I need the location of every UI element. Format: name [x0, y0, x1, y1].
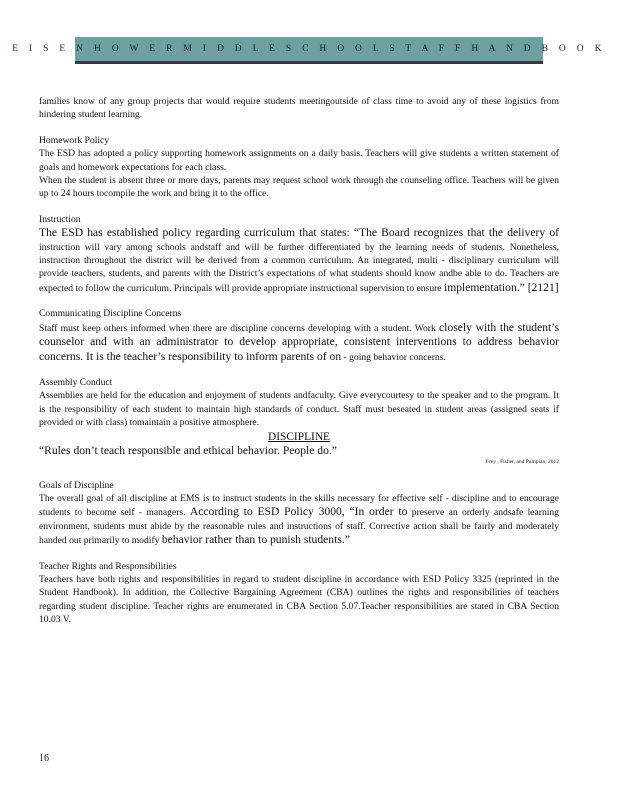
communicating-paragraph — [39, 321, 559, 364]
instruction-paragraph — [39, 226, 559, 295]
handbook-title: E I S E N H O W E R M I D D L E S C H O O L S T A F F H A N D B O O K — [12, 44, 606, 54]
intro-paragraph: families know of any group projects that would require students meetingoutside of class time to avoid any of these logistics from hindering student learning. — [39, 96, 559, 121]
goals-start: The overall goal of all discipline at EMS is to instruct students in the skills necessary for effective self - discipline and to encourage students to become self - managers. — [39, 492, 559, 519]
communicating-start: Staff must keep others informed when there are discipline concerns developing with a student. Work — [39, 322, 436, 334]
discipline-quote: “Rules don’t teach responsible and ethical behavior. People do.” — [39, 443, 337, 457]
goals-big-2: behavior rather than to punish students.” — [161, 533, 350, 547]
homework-paragraph-1: The ESD has adopted a policy supporting homework assignments on a daily basis. Teachers will give students a written statement of goals and homework expectations for each class. — [39, 148, 559, 173]
instruction-body: instruction will vary among schools andstaff and will be further differentiated by the learning needs of students. Nonetheless, instruction throughout the district will be derived from a common curriculum. An integrated, multi - disciplinary curriculum will provide teachers, students, and parents with the District’s expectations of what students should know andbe able to do. Teachers are expected to follow the curriculum. Principals will provide appropriate instructional supervision to ensure — [39, 241, 559, 294]
goals-paragraph — [39, 492, 559, 548]
page-content — [39, 95, 559, 627]
assembly-conduct-heading: Assembly Conduct — [39, 376, 113, 388]
page-number: 16 — [39, 753, 49, 764]
goals-big-1: According to ESD Policy 3000, “In order to — [189, 505, 408, 519]
goals-of-discipline-heading: Goals of Discipline — [39, 479, 114, 491]
handbook-title-banner — [12, 37, 606, 64]
communicating-big: closely with the student’s counselor and with an administrator to develop appropriate, consistent interventions to address behavior concerns. It is the teacher’s responsibility to inform parents of on — [39, 320, 559, 363]
teacher-rights-paragraph: Teachers have both rights and responsibilities in regard to student discipline in accordance with ESD Policy 3325 (reprinted in the Student Handbook). In addition, the Collective Bargaining Agreement (CBA) outlines the rights and responsibilities of teachers regarding student discipline. Teacher rights are enumerated in CBA Section 5.07.Teacher responsibilities are stated in CBA Section 10.03 V. — [39, 573, 559, 626]
discipline-title: DISCIPLINE — [267, 430, 330, 443]
homework-paragraph-2: When the student is absent three or more days, parents may request school work through the counseling office. Teachers will be given up to 24 hours tocompile the work and bring it to the office. — [39, 175, 559, 200]
goals-mid: preserve an orderly andsafe learning environment, students must abide by the reasonable rules and instructions of staff. Corrective action shall be fairly and moderately handed out primarily to modify — [39, 507, 560, 547]
instruction-heading: Instruction — [39, 213, 81, 225]
instruction-lead: The ESD has established policy regarding curriculum that states: “The Board recognizes that the delivery of — [39, 226, 559, 240]
assembly-paragraph: Assemblies are held for the education and enjoyment of students andfaculty. Give everycourtesy to the speaker and to the program. It is the responsibility of each student to maintain high standards of conduct. Staff must beseated in student areas (assigned seats if provided or with class) tomaintain a positive atmosphere. — [39, 390, 559, 429]
communicating-end: - going behavior concerns. — [343, 351, 446, 363]
homework-policy-heading: Homework Policy — [39, 134, 110, 146]
teacher-rights-heading: Teacher Rights and Responsibilities — [39, 560, 177, 572]
communicating-discipline-heading: Communicating Discipline Concerns — [39, 308, 182, 320]
instruction-close: implementation.” [2121] — [443, 280, 559, 294]
quote-attribution: Frey , Fisher, and Pumpian, 2012 — [485, 458, 559, 465]
